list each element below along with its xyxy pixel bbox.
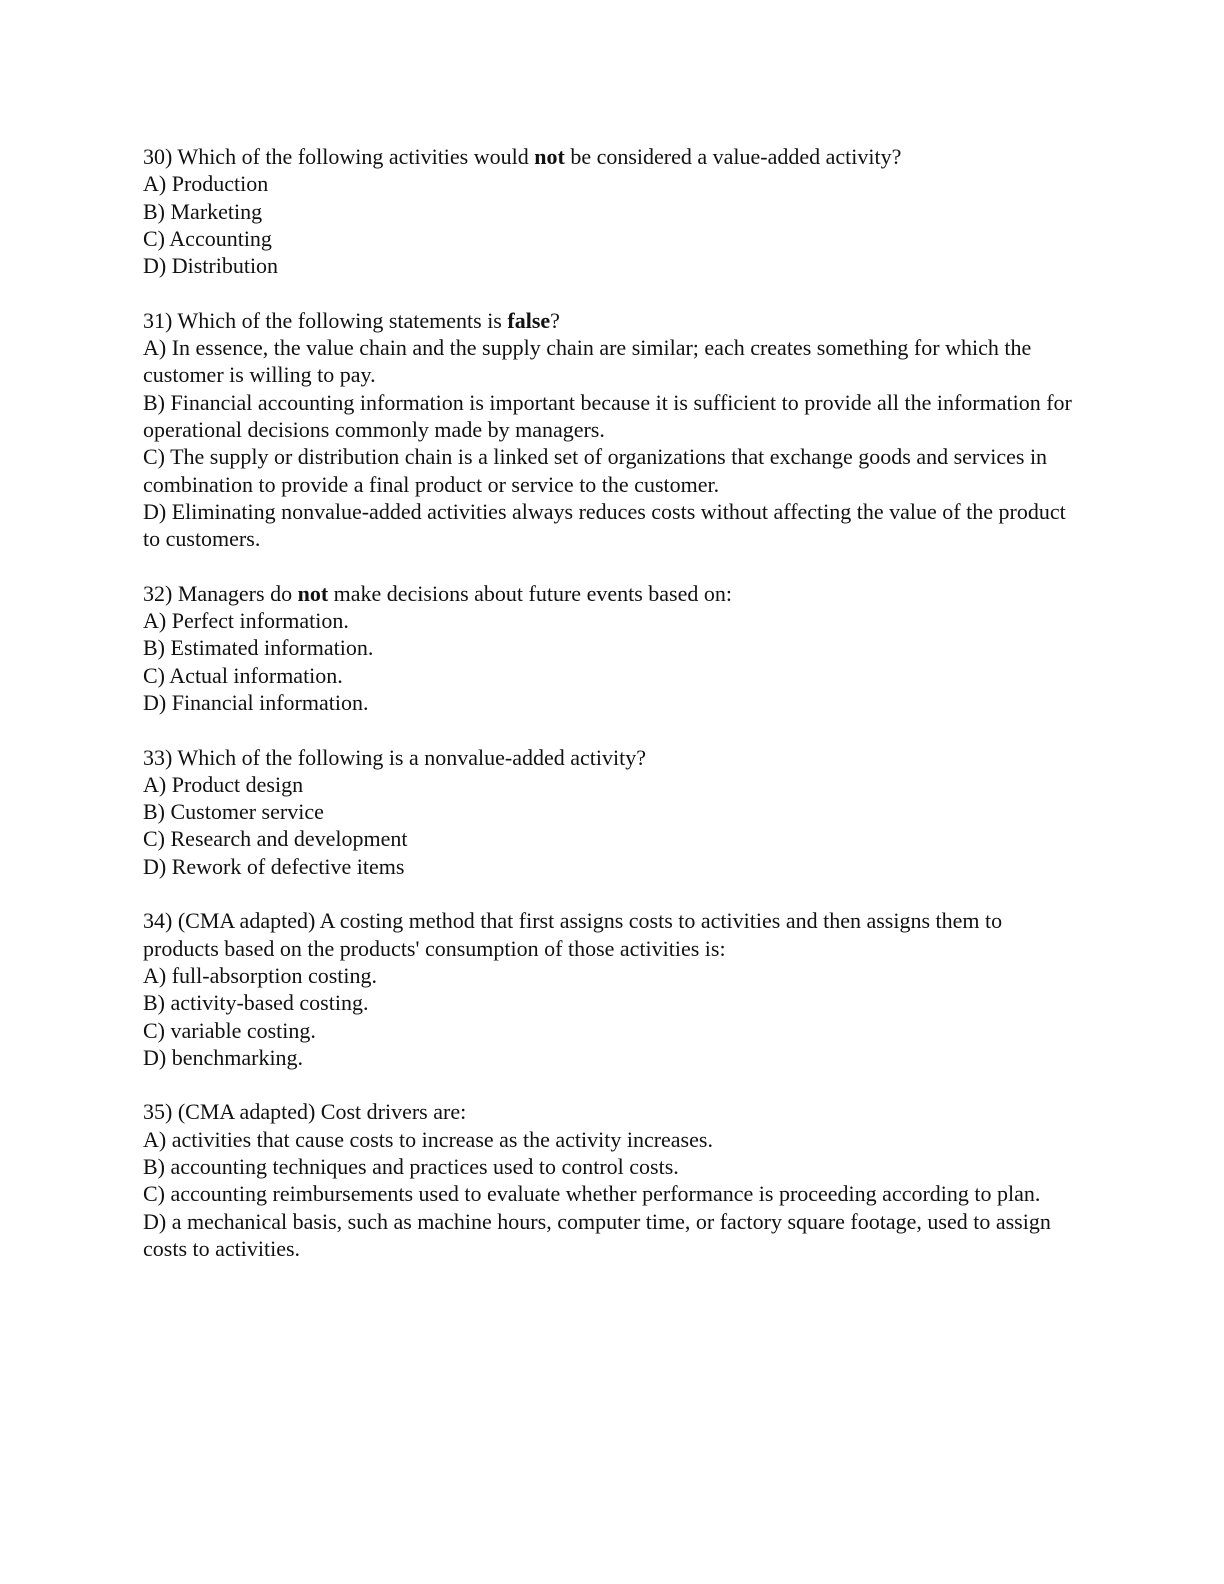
question-stem <box>143 1098 1075 1125</box>
answer-option: C) accounting reimbursements used to evaluate whether performance is proceeding according to plan. <box>143 1181 1041 1207</box>
question-31 <box>143 307 1075 553</box>
question-stem <box>143 907 1075 962</box>
stem-text: make decisions about future events based on: <box>328 580 732 606</box>
answer-option: B) accounting techniques and practices used to control costs. <box>143 1153 679 1179</box>
answer-option: B) Financial accounting information is important because it is sufficient to provide all the information for operational decisions commonly made by managers. <box>143 389 1072 442</box>
answer-option: D) a mechanical basis, such as machine hours, computer time, or factory square footage, used to assign costs to activities. <box>143 1208 1051 1261</box>
question-stem <box>143 307 1075 334</box>
question-stem <box>143 580 1075 607</box>
stem-text: 33) Which of the following is a nonvalue-added activity? <box>143 744 647 770</box>
answer-option: C) Accounting <box>143 225 272 251</box>
stem-text: 31) Which of the following statements is <box>143 307 508 333</box>
answer-option: C) variable costing. <box>143 1017 316 1043</box>
question-stem <box>143 143 1075 170</box>
document-page <box>143 143 1075 1289</box>
stem-text: 30) Which of the following activities would <box>143 144 535 169</box>
answer-option: B) Estimated information. <box>143 635 374 661</box>
answer-option: D) Financial information. <box>143 689 369 715</box>
answer-option: B) activity-based costing. <box>143 990 369 1016</box>
answer-option: A) In essence, the value chain and the supply chain are similar; each creates something for which the customer is willing to pay. <box>143 335 1032 388</box>
answer-option: A) activities that cause costs to increase as the activity increases. <box>143 1126 713 1152</box>
answer-option: D) Eliminating nonvalue-added activities always reduces costs without affecting the value of the product to customers. <box>143 498 1066 552</box>
question-34 <box>143 907 1075 1071</box>
answer-option: A) Perfect information. <box>143 608 349 634</box>
emphasis-text: not <box>297 580 329 606</box>
answer-option: A) Production <box>143 171 269 197</box>
question-33 <box>143 744 1075 880</box>
stem-text: 34) (CMA adapted) A costing method that first assigns costs to activities and then assigns them to products based on the products' consumption of those activities is: <box>143 908 1003 961</box>
answer-option: D) benchmarking. <box>143 1044 304 1070</box>
question-stem <box>143 744 1075 771</box>
question-30 <box>143 143 1075 279</box>
answer-option: A) full-absorption costing. <box>143 962 378 988</box>
answer-option: D) Distribution <box>143 253 279 279</box>
answer-option: A) Product design <box>143 771 304 797</box>
stem-text: be considered a value-added activity? <box>564 144 902 169</box>
answer-option: D) Rework of defective items <box>143 853 405 879</box>
stem-text: ? <box>550 307 560 333</box>
emphasis-text: false <box>507 307 551 333</box>
emphasis-text: not <box>534 144 565 169</box>
answer-option: B) Marketing <box>143 198 263 224</box>
question-35 <box>143 1098 1075 1262</box>
stem-text: 35) (CMA adapted) Cost drivers are: <box>143 1099 467 1125</box>
answer-option: C) Research and development <box>143 826 408 852</box>
question-32 <box>143 580 1075 716</box>
answer-option: C) The supply or distribution chain is a linked set of organizations that exchange goods and services in combination to provide a final product or service to the customer. <box>143 444 1048 497</box>
stem-text: 32) Managers do <box>143 580 298 606</box>
answer-option: C) Actual information. <box>143 662 343 688</box>
answer-option: B) Customer service <box>143 799 324 825</box>
